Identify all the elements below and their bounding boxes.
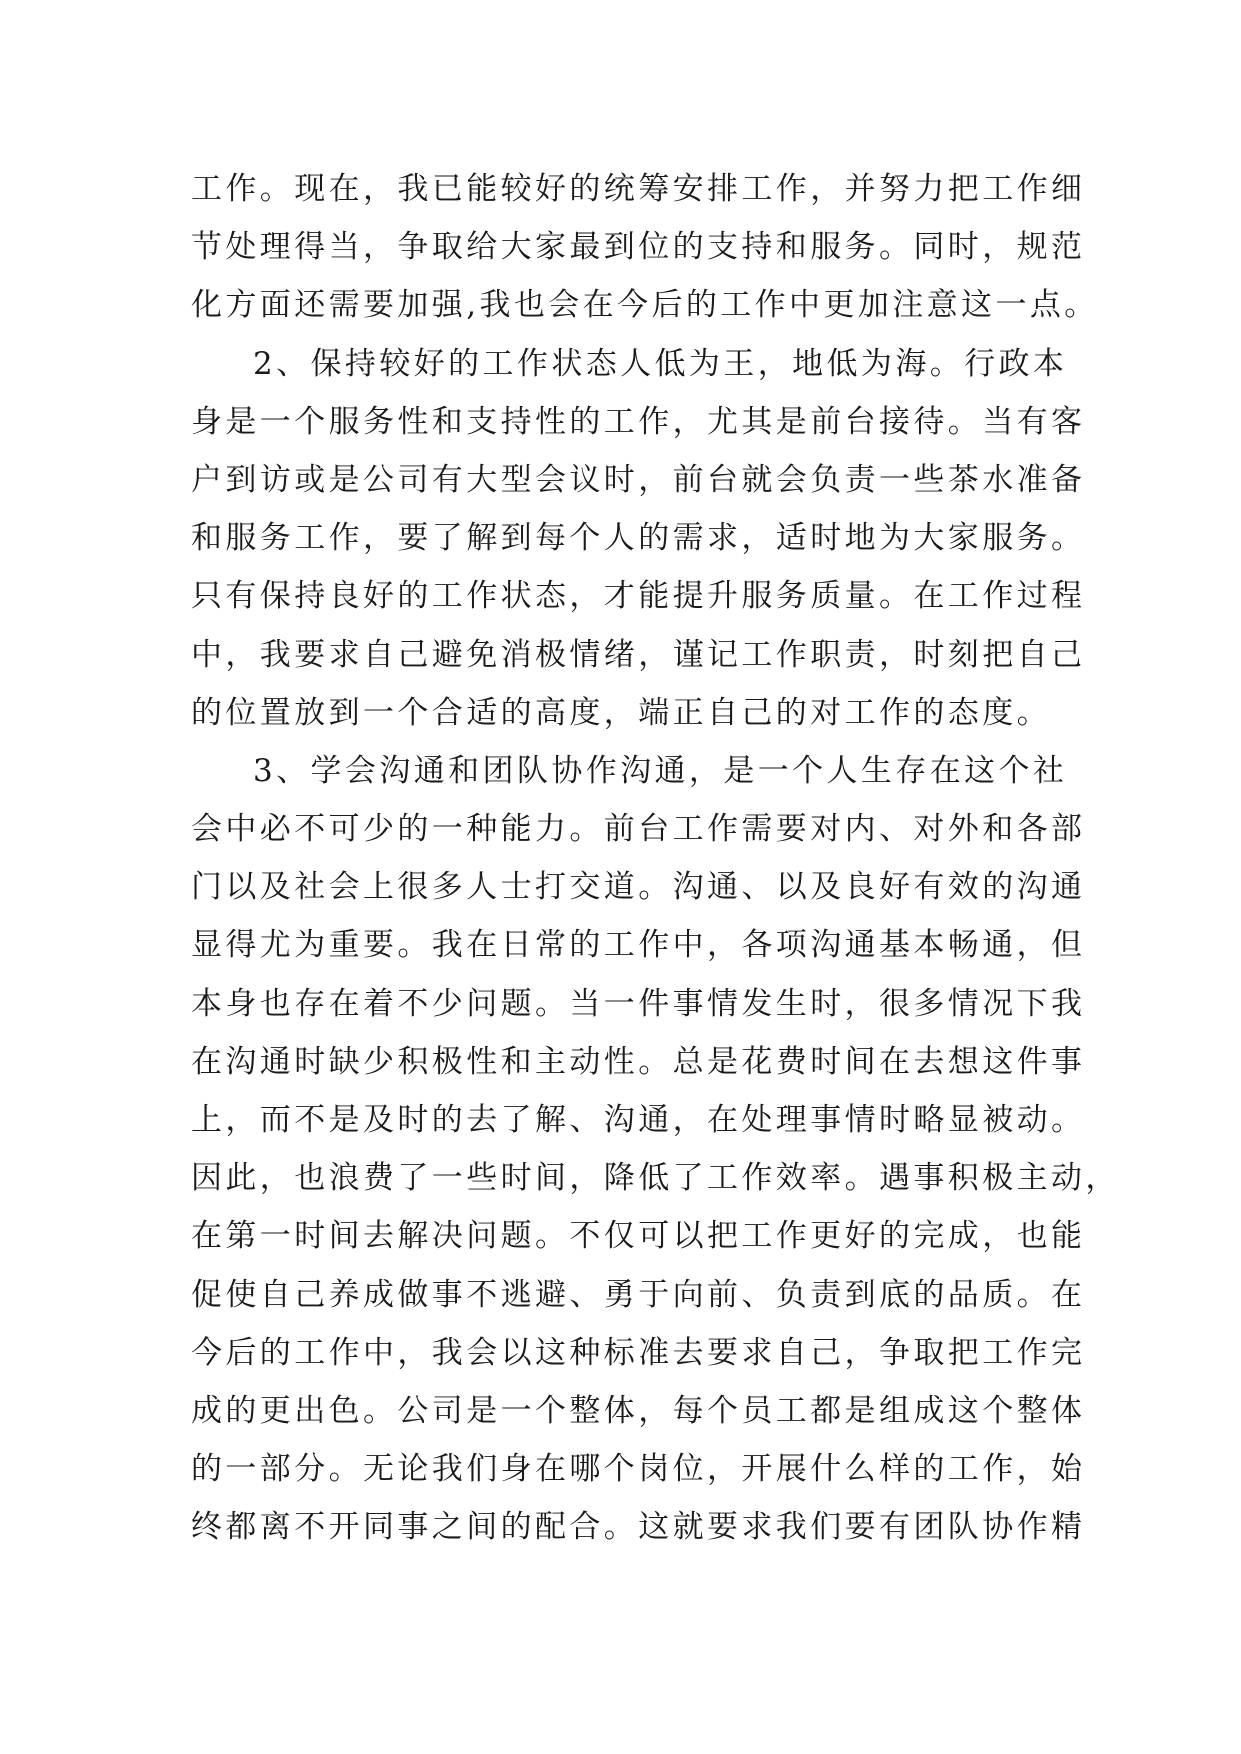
text-line: 门以及社会上很多人士打交道。沟通、以及良好有效的沟通 xyxy=(191,869,1086,906)
text-line: 促使自己养成做事不逃避、勇于向前、负责到底的品质。在 xyxy=(191,1276,1086,1313)
text-line: 会中必不可少的一种能力。前台工作需要对内、对外和各部 xyxy=(191,811,1086,848)
text-line: 今后的工作中，我会以这种标准去要求自己，争取把工作完 xyxy=(191,1334,1086,1371)
text-line: 工作。现在，我已能较好的统筹安排工作，并努力把工作细 xyxy=(191,171,1086,207)
text-line: 和服务工作，要了解到每个人的需求，适时地为大家服务。 xyxy=(191,520,1086,557)
text-line: 的一部分。无论我们身在哪个岗位，开展什么样的工作，始 xyxy=(191,1451,1086,1488)
text-line-paragraph-start: 3、学会沟通和团队协作沟通，是一个人生存在这个社 xyxy=(253,752,1068,789)
text-line: 中，我要求自己避免消极情绪，谨记工作职责，时刻把自己 xyxy=(191,636,1086,673)
text-line: 只有保持良好的工作状态，才能提升服务质量。在工作过程 xyxy=(191,578,1086,615)
text-line: 在第一时间去解决问题。不仅可以把工作更好的完成，也能 xyxy=(191,1218,1086,1255)
text-line: 身是一个服务性和支持性的工作，尤其是前台接待。当有客 xyxy=(191,403,1086,440)
text-line: 户到访或是公司有大型会议时，前台就会负责一些茶水准备 xyxy=(191,461,1086,498)
text-line: 上，而不是及时的去了解、沟通，在处理事情时略显被动。 xyxy=(191,1102,1086,1138)
text-line: 本身也存在着不少问题。当一件事情发生时，很多情况下我 xyxy=(191,985,1086,1022)
text-line: 在沟通时缺少积极性和主动性。总是花费时间在去想这件事 xyxy=(191,1043,1086,1080)
text-line: 成的更出色。公司是一个整体，每个员工都是组成这个整体 xyxy=(191,1392,1086,1429)
text-line: 显得尤为重要。我在日常的工作中，各项沟通基本畅通，但 xyxy=(191,927,1086,964)
text-line: 化方面还需要加强,我也会在今后的工作中更加注意这一点。 xyxy=(191,287,1099,324)
text-line: 的位置放到一个合适的高度，端正自己的对工作的态度。 xyxy=(191,694,1051,731)
text-line: 因此，也浪费了一些时间，降低了工作效率。遇事积极主动， xyxy=(191,1160,1120,1197)
text-line-paragraph-start: 2、保持较好的工作状态人低为王，地低为海。行政本 xyxy=(253,345,1068,382)
text-line: 终都离不开同事之间的配合。这就要求我们要有团队协作精 xyxy=(191,1509,1086,1546)
text-line: 节处理得当，争取给大家最到位的支持和服务。同时，规范 xyxy=(191,229,1086,266)
body-text xyxy=(191,160,1120,1557)
